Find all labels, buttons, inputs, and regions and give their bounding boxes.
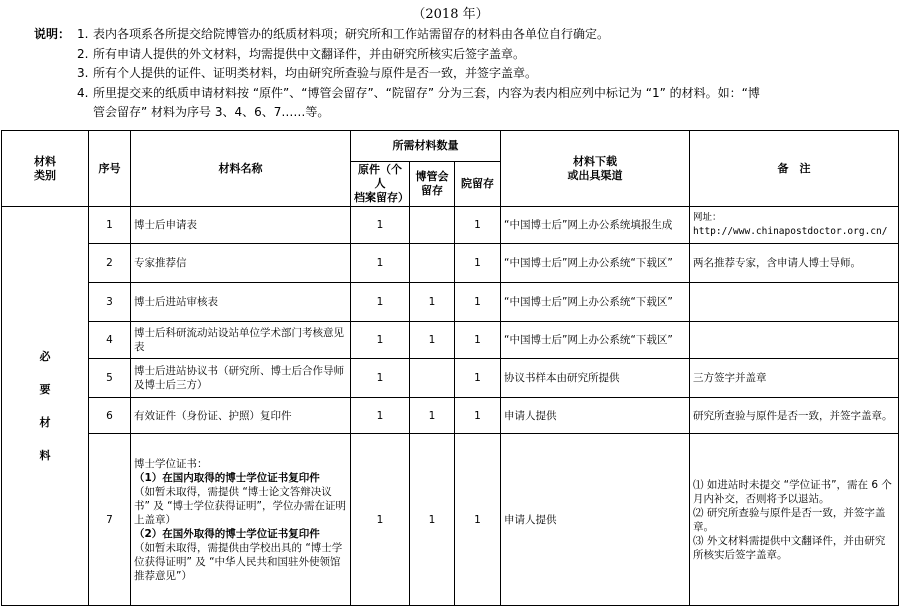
table-row: 3 博士后进站审核表 1 1 1 “中国博士后”网上办公系统“下载区” <box>2 283 899 322</box>
header-category: 材料 类别 <box>2 131 89 207</box>
degree-remark-cell: ⑴ 如进站时未提交 “学位证书”，需在 6 个月内补交，否则将予以退站。 ⑵ 研究所查验与原件是否一致，并签字盖章。 ⑶ 外文材料需提供中文翻译件，并由研究所核实后签字盖章。 <box>690 434 899 606</box>
notes-label: 说明： <box>34 27 71 41</box>
table-row: 必 要 材 料 1 博士后申请表 1 1 “中国博士后”网上办公系统填报生成 网址：http://www.chinapostdoctor.org.cn/ <box>2 207 899 244</box>
table-row: 7 博士学位证书： （1）在国内取得的博士学位证书复印件 （如暂未取得，需提供 “博士论文答辩决议书” 及 “博士学位获得证明”，学位办需在证明上盖章） （2）在国外取得的博士学位证书复印件 （如暂未取得，需提供由学校出具的 “博士学位获得证明” 及 “中华人民共和国驻外使领馆推荐意见”） 1 1 1 申请人提供 ⑴ 如进站时未提交 “学位证书”，需在 6 个月内补交，否则将予以退站。 ⑵ 研究所查验与原件是否一致，并签字盖章。 ⑶ 外文材料需提供中文翻译件，并由研究所核实后签字盖章。 <box>2 434 899 606</box>
header-seq: 序号 <box>89 131 131 207</box>
table-row: 5 博士后进站协议书（研究所、博士后合作导师及博士后三方） 1 1 协议书样本由研究所提供 三方签字并盖章 <box>2 359 899 398</box>
degree-cert-cell: 博士学位证书： （1）在国内取得的博士学位证书复印件 （如暂未取得，需提供 “博士论文答辩决议书” 及 “博士学位获得证明”，学位办需在证明上盖章） （2）在国外取得的博士学位证书复印件 （如暂未取得，需提供由学校出具的 “博士学位获得证明” 及 “中华人民共和国驻外使领馆推荐意见”） <box>131 434 351 606</box>
notes-section <box>34 25 894 123</box>
header-channel: 材料下载 或出具渠道 <box>501 131 690 207</box>
table-row: 4 博士后科研流动站设站单位学术部门考核意见表 1 1 1 “中国博士后”网上办公系统“下载区” <box>2 322 899 359</box>
category-cell: 必 要 材 料 <box>2 207 89 606</box>
header-original: 原件（个人 档案留存） <box>351 162 410 207</box>
header-qty-group: 所需材料数量 <box>351 131 501 162</box>
header-name: 材料名称 <box>131 131 351 207</box>
note-item: 1. 表内各项系各所提交给院博管办的纸质材料项；研究所和工作站需留存的材料由各单位自行确定。 <box>77 27 610 41</box>
note-item: 3. 所有个人提供的证件、证明类材料，均由研究所查验与原件是否一致，并签字盖章。 <box>77 66 538 80</box>
year-label: （2018 年） <box>412 7 489 22</box>
header-yuan: 院留存 <box>455 162 501 207</box>
note-item: 2. 所有申请人提供的外文材料，均需提供中文翻译件，并由研究所核实后签字盖章。 <box>77 46 526 61</box>
header-bgh: 博管会 留存 <box>410 162 455 207</box>
note-item: 4. 所里提交来的纸质申请材料按 “原件”、“博管会留存”、“院留存” 分为三套，内容为表内相应列中标记为 “1” 的材料。如：“博 管会留存” 材料为序号 3、4、6、7……等。 <box>77 85 760 119</box>
header-remark: 备 注 <box>690 131 899 207</box>
table-row: 2 专家推荐信 1 1 “中国博士后”网上办公系统“下载区” 两名推荐专家，含申请人博士导师。 <box>2 244 899 283</box>
materials-table <box>1 130 899 606</box>
table-row: 6 有效证件（身份证、护照）复印件 1 1 1 申请人提供 研究所查验与原件是否一致，并签字盖章。 <box>2 398 899 434</box>
